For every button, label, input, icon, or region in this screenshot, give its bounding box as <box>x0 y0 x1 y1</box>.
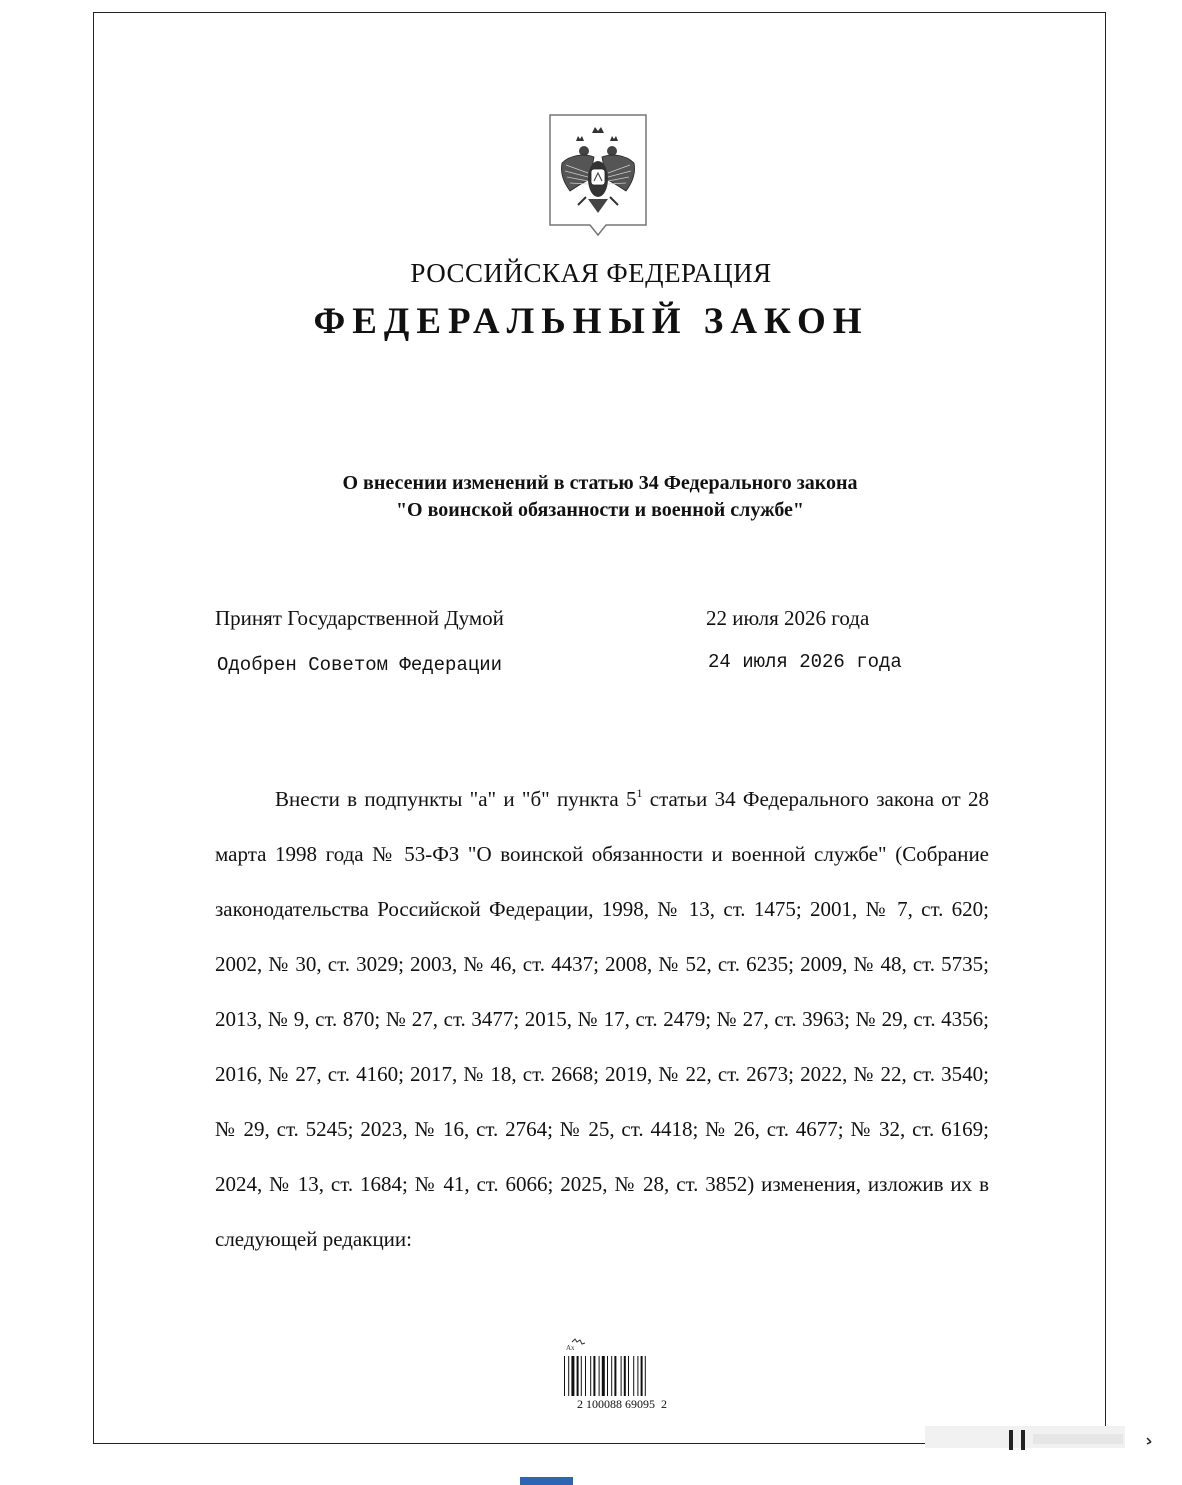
document-type: ФЕДЕРАЛЬНЫЙ ЗАКОН <box>313 301 869 342</box>
barcode-bar <box>628 1356 629 1396</box>
svg-text:Ax: Ax <box>566 1344 575 1352</box>
barcode-bar <box>577 1356 579 1396</box>
barcode-bar <box>571 1356 574 1396</box>
barcode-bar <box>637 1356 638 1396</box>
law-title-line-1: О внесении изменений в статью 34 Федерального закона <box>342 472 858 494</box>
barcode-bar <box>585 1356 586 1396</box>
body-paragraph <box>215 772 989 1267</box>
body-text-start: Внести в подпункты "а" и "б" пункта 5 <box>275 787 637 811</box>
barcode-bar <box>602 1356 605 1396</box>
barcode-bar <box>581 1356 582 1396</box>
coat-of-arms-icon <box>548 113 648 237</box>
council-approval-date: 24 июля 2026 года <box>708 651 902 673</box>
duma-adoption-date: 22 июля 2026 года <box>706 606 870 630</box>
barcode <box>552 1338 692 1414</box>
barcode-bar <box>621 1356 622 1396</box>
watermark-artifact <box>925 1420 1155 1460</box>
barcode-number: 2 100088 69095 2 <box>577 1397 667 1411</box>
barcode-bar <box>564 1356 565 1396</box>
barcode-icon <box>552 1338 692 1398</box>
duma-adoption-label: Принят Государственной Думой <box>215 606 504 630</box>
barcode-bar <box>624 1356 626 1396</box>
barcode-bar <box>614 1356 616 1396</box>
barcode-bar <box>611 1356 612 1396</box>
barcode-bar <box>641 1356 643 1396</box>
barcode-bar <box>568 1356 569 1396</box>
barcode-bar <box>593 1356 595 1396</box>
body-text-rest: статьи 34 Федерального закона от 28 марта 1998 года № 53-ФЗ "О воинской обязанности и военной службе" (Собрание законодательства Российской Федерации, 1998, № 13, ст. 1475; 2001, № 7, ст. 620; 2002, № 30, ст. 3029; 2003, № 46, ст. 4437; 2008, № 52, ст. 6235; 2009, № 48, ст. 5735; 2013, № 9, ст. 870; № 27, ст. 3477; 2015, № 17, ст. 2479; № 27, ст. 3963; № 29, ст. 4356; 2016, № 27, ст. 4160; 2017, № 18, ст. 2668; 2019, № 22, ст. 2673; 2022, № 22, ст. 3540; № 29, ст. 5245; 2023, № 16, ст. 2764; № 25, ст. 4418; № 26, ст. 4677; № 32, ст. 6169; 2024, № 13, ст. 1684; № 41, ст. 6066; 2025, № 28, ст. 3852) изменения, изложив их в следующей редакции: <box>215 787 989 1251</box>
country-name: РОССИЙСКАЯ ФЕДЕРАЦИЯ <box>410 258 772 288</box>
page-indicator-bar <box>520 1477 573 1485</box>
barcode-bar <box>607 1356 608 1396</box>
barcode-bar <box>633 1356 634 1396</box>
law-title-line-2: "О воинской обязанности и военной службе" <box>395 499 805 521</box>
paragraph-superscript: 1 <box>636 786 643 800</box>
barcode-bar <box>599 1356 600 1396</box>
barcode-bar <box>590 1356 591 1396</box>
law-title <box>0 470 1182 524</box>
council-approval-label: Одобрен Советом Федерации <box>217 654 503 676</box>
barcode-bar <box>645 1356 646 1396</box>
